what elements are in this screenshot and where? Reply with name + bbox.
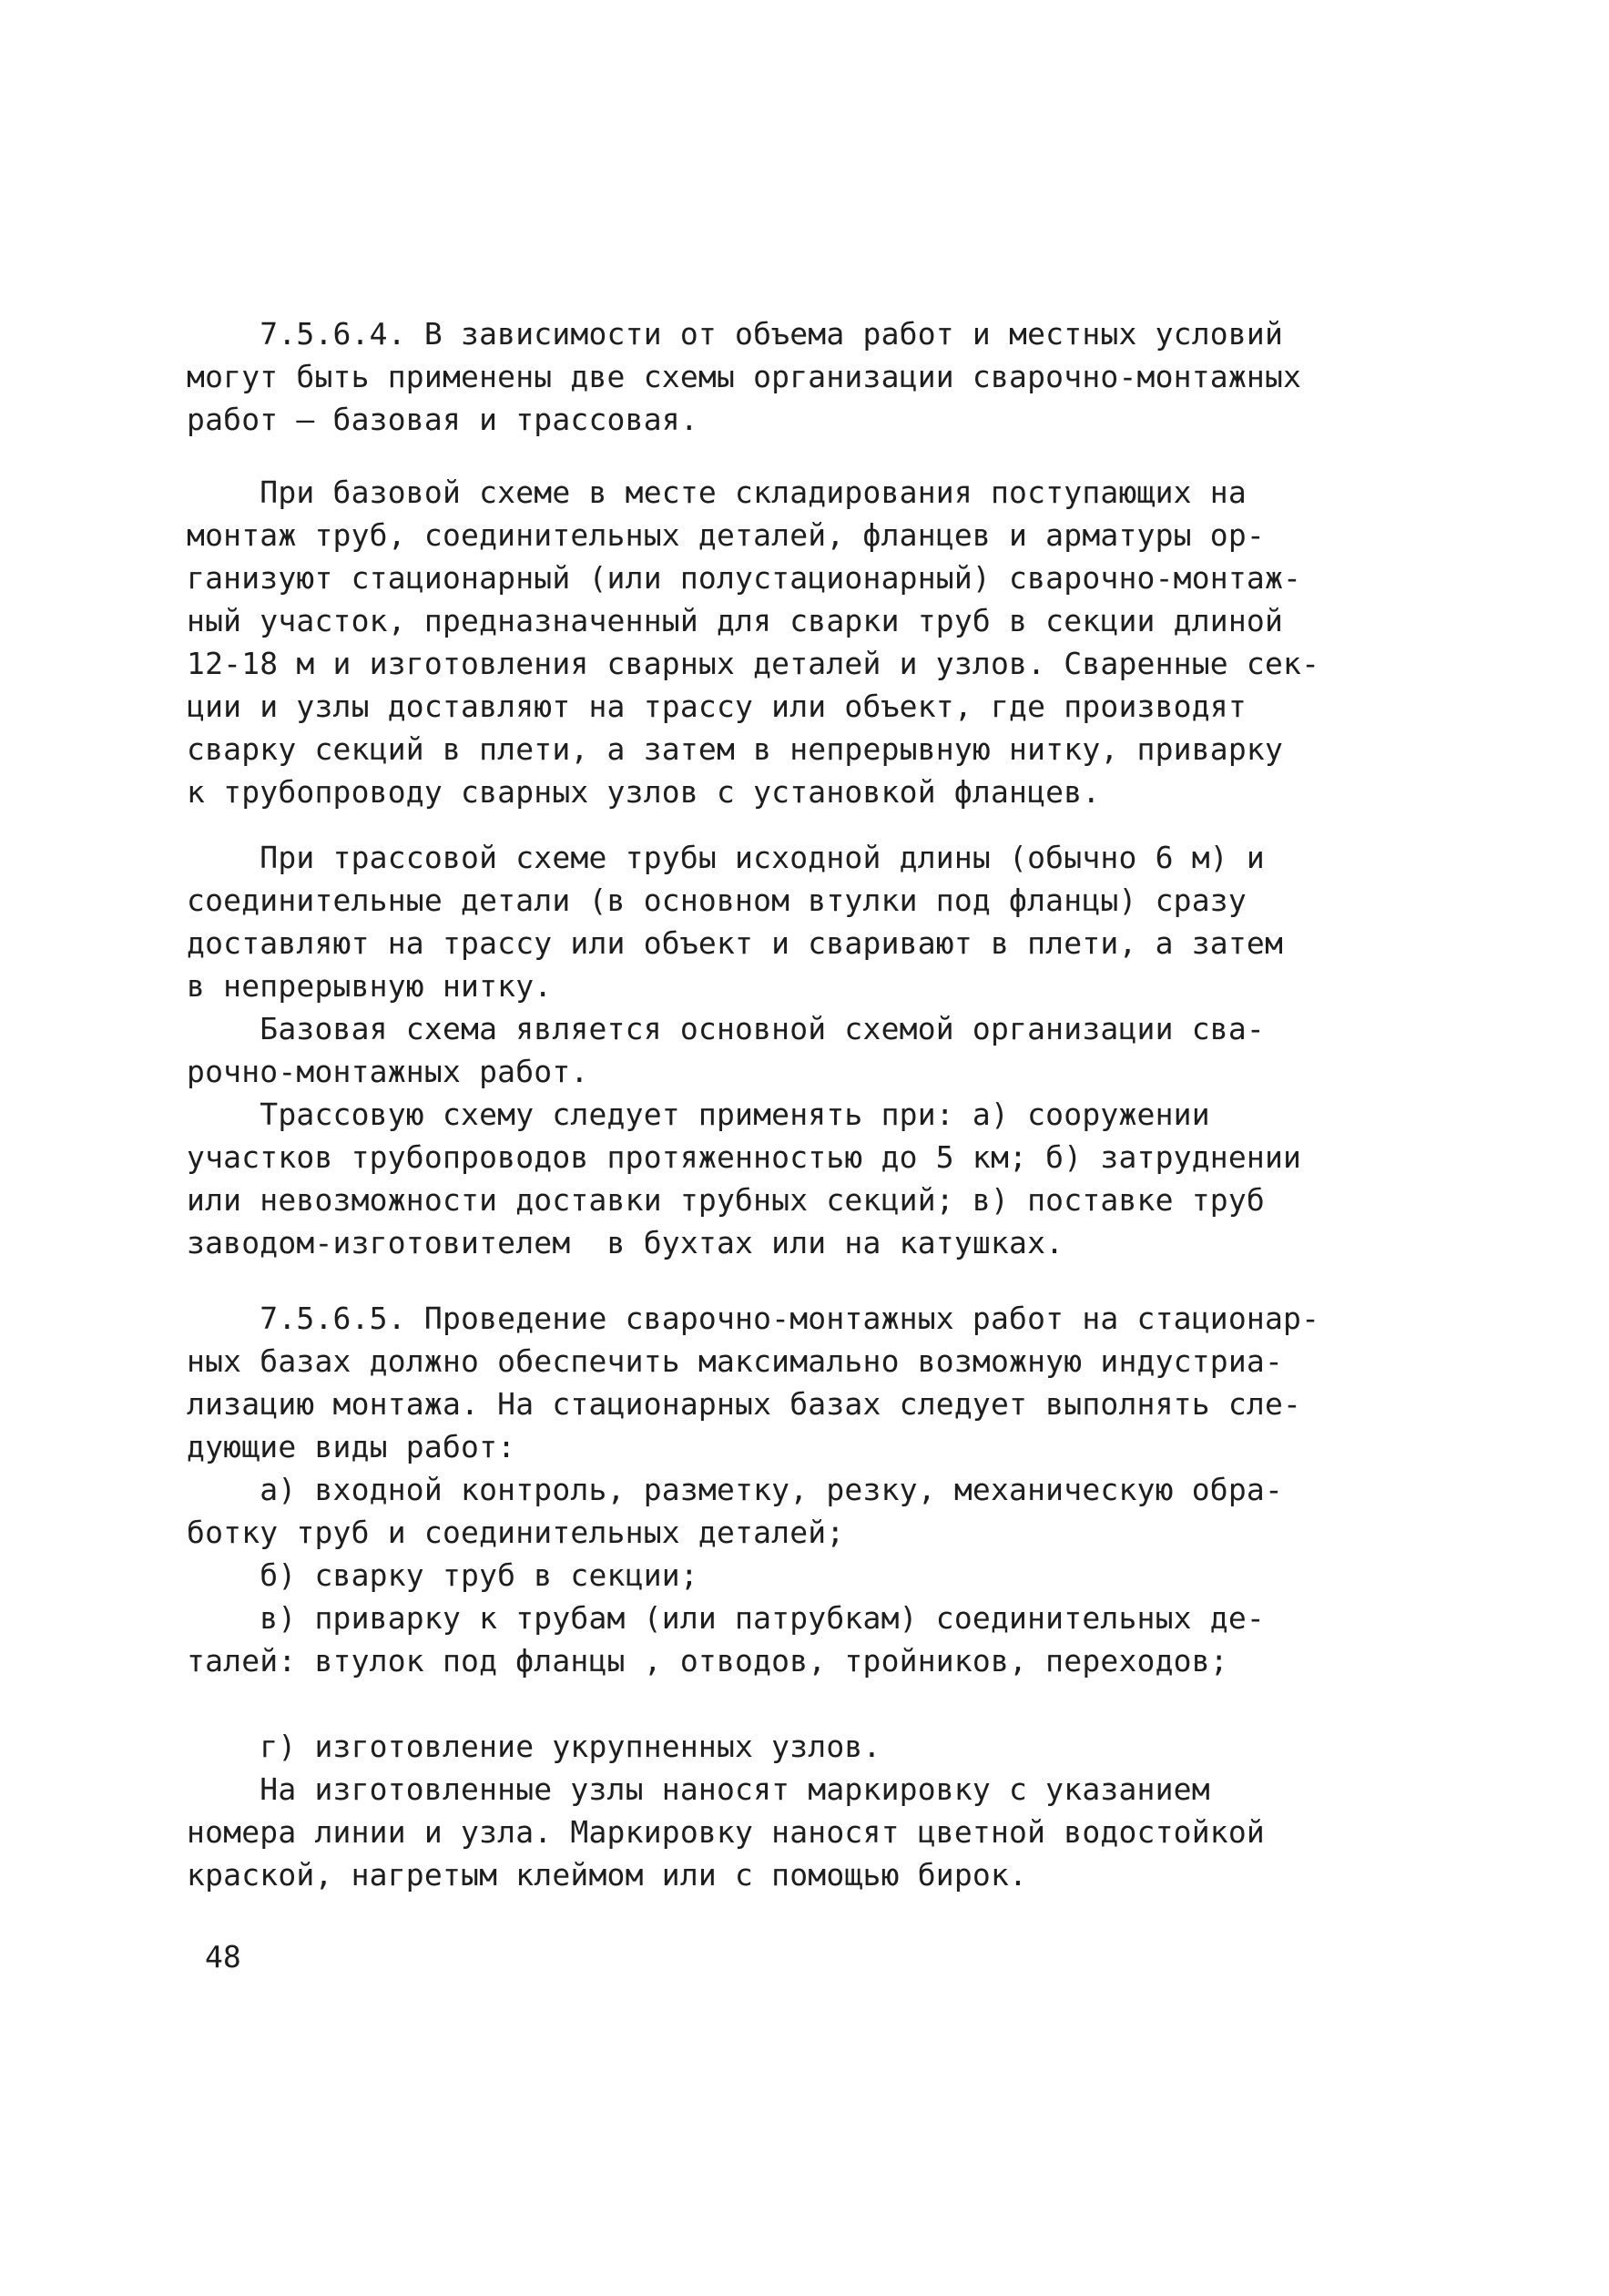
text-line: соединительные детали (в основном втулки под фланцы) сразу [187, 883, 1247, 918]
text-line: или невозможности доставки трубных секций; в) поставке труб [187, 1182, 1265, 1218]
text-line: г) изготовление укрупненных узлов. [187, 1729, 881, 1764]
text-line: монтаж труб, соединительных деталей, фланцев и арматуры ор- [187, 517, 1265, 553]
paragraph-assembly-marking [187, 1725, 1325, 1896]
text-line: в непрерывную нитку. [187, 968, 553, 1004]
text-line: При трассовой схеме трубы исходной длины (обычно 6 м) и [187, 840, 1265, 875]
text-line: При базовой схеме в месте складирования поступающих на [187, 475, 1247, 510]
text-line: ции и узлы доставляют на трассу или объект, где производят [187, 689, 1247, 724]
text-line: б) сварку труб в секции; [187, 1557, 698, 1593]
text-line: доставляют на трассу или объект и сваривают в плети, а затем [187, 925, 1284, 961]
text-line: 12-18 м и изготовления сварных деталей и узлов. Сваренные сек- [187, 646, 1320, 681]
text-line: а) входной контроль, разметку, резку, механическую обра- [187, 1472, 1284, 1507]
paragraph-7-5-6-4 [187, 312, 1325, 441]
text-line: к трубопроводу сварных узлов с установкой фланцев. [187, 774, 1101, 810]
text-line: в) приварку к трубам (или патрубкам) соединительных де- [187, 1600, 1265, 1636]
text-line: сварку секций в плети, а затем в непрерывную нитку, приварку [187, 731, 1284, 767]
text-line: 7.5.6.5. Проведение сварочно-монтажных работ на стационар- [187, 1301, 1320, 1336]
text-line: ных базах должно обеспечить максимально возможную индустриа- [187, 1343, 1284, 1379]
paragraph-base-scheme [187, 471, 1325, 813]
page-number: 48 [205, 1939, 241, 1975]
text-line: ганизуют стационарный (или полустационарный) сварочно-монтаж- [187, 560, 1302, 596]
text-line: рочно-монтажных работ. [187, 1054, 589, 1089]
text-line: талей: втулок под фланцы , отводов, тройников, переходов; [187, 1643, 1228, 1679]
paragraph-route-scheme [187, 836, 1325, 1264]
text-line: ботку труб и соединительных деталей; [187, 1515, 845, 1550]
text-line: участков трубопроводов протяженностью до 5 км; б) затруднении [187, 1139, 1302, 1175]
text-line: могут быть применены две схемы организации сварочно-монтажных [187, 359, 1302, 394]
text-line: ный участок, предназначенный для сварки труб в секции длиной [187, 603, 1284, 638]
text-line: 7.5.6.4. В зависимости от объема работ и местных условий [187, 316, 1284, 352]
text-line: лизацию монтажа. На стационарных базах следует выполнять сле- [187, 1386, 1302, 1422]
paragraph-7-5-6-5 [187, 1297, 1325, 1682]
text-line: На изготовленные узлы наносят маркировку с указанием [187, 1771, 1210, 1807]
text-line: Трассовую схему следует применять при: а) сооружении [187, 1097, 1210, 1132]
text-line: дующие виды работ: [187, 1429, 516, 1464]
text-line: заводом-изготовителем в бухтах или на катушках. [187, 1225, 1064, 1260]
text-line: работ – базовая и трассовая. [187, 402, 698, 437]
text-line: Базовая схема является основной схемой организации сва- [187, 1011, 1265, 1046]
text-line: краской, нагретым клеймом или с помощью бирок. [187, 1857, 1028, 1893]
text-line: номера линии и узла. Маркировку наносят цветной водостойкой [187, 1814, 1265, 1850]
